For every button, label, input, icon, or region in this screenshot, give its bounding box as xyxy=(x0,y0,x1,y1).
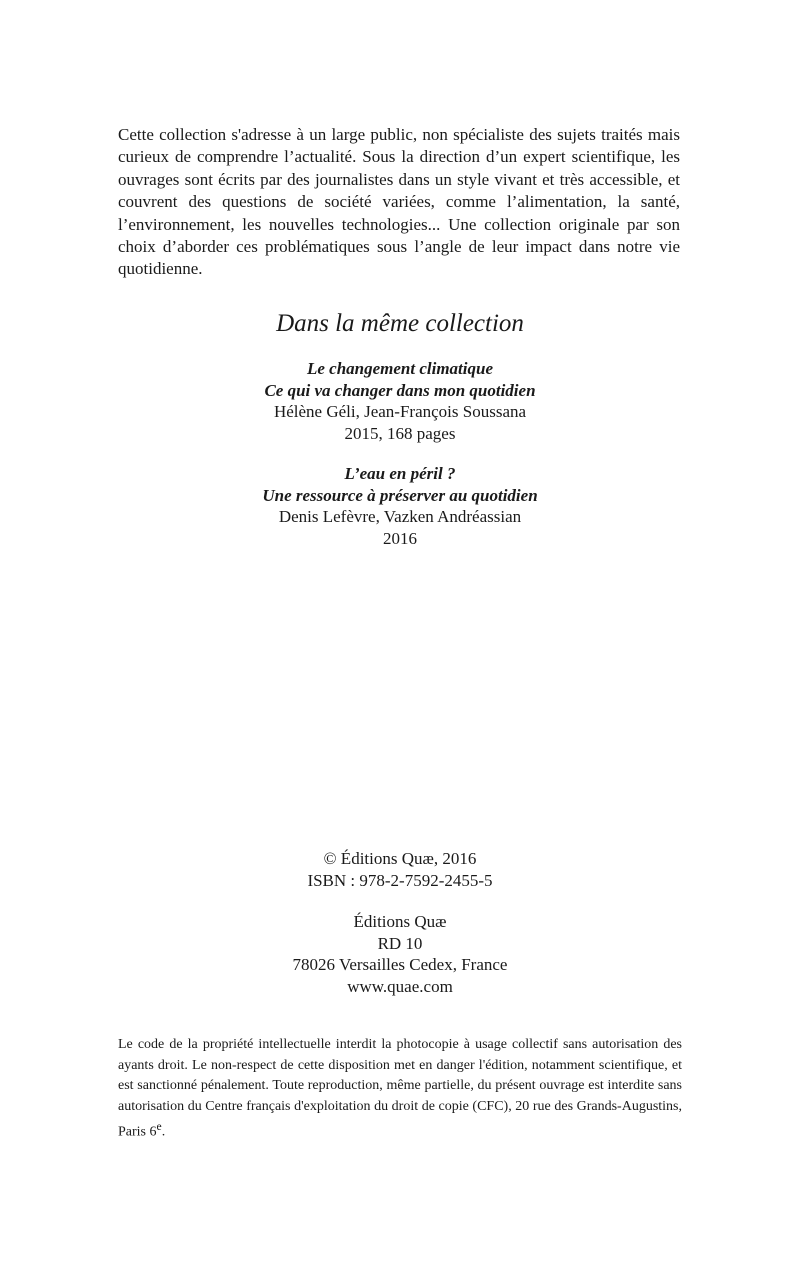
book-details: 2016 xyxy=(383,528,417,548)
copyright-block xyxy=(0,848,800,891)
book-title: Le changement climatique xyxy=(306,359,494,378)
legal-notice-superscript: e xyxy=(156,1120,162,1133)
publisher-website: www.quae.com xyxy=(347,976,453,996)
isbn: ISBN : 978-2-7592-2455-5 xyxy=(307,870,493,890)
book-authors: Hélène Géli, Jean-François Soussana xyxy=(273,402,527,421)
publisher-name: Éditions Quæ xyxy=(353,912,447,931)
book-subtitle: Une ressource à préserver au quotidien xyxy=(262,485,538,505)
book-details: 2015, 168 pages xyxy=(344,423,456,443)
legal-notice-end: . xyxy=(161,1124,166,1140)
collection-description: Cette collection s'adresse à un large public, non spécialiste des sujets traités mais curieux de comprendre l’actualité. Sous la direction d’un expert scientifique, les ouvrages sont écrits par des journalistes dans un style vivant et très accessible, et couvrent des questions de société variées, comme l’alimentation, la santé, l’environnement, les nouvelles technologies... Une collection originale par son choix d’aborder ces problématiques sous l’angle de leur impact dans notre vie quotidienne. xyxy=(118,125,680,279)
book-title: L’eau en péril ? xyxy=(344,464,456,483)
legal-notice-text: Le code de la propriété intellectuelle interdit la photocopie à usage collectif sans autorisation des ayants droit. Le non-respect de cette disposition met en danger l'édition, notamment scientifique, et est sanctionné pénalement. Toute reproduction, même partielle, du présent ouvrage est interdite sans autorisation du Centre français d'exploitation du droit de copie (CFC), 20 rue des Grands-Augustins, Paris 6 xyxy=(118,1037,682,1140)
book-entry xyxy=(0,463,800,549)
publisher-city: 78026 Versailles Cedex, France xyxy=(292,955,508,974)
copyright-line: © Éditions Quæ, 2016 xyxy=(323,849,477,868)
publisher-address xyxy=(0,911,800,997)
book-entry xyxy=(0,358,800,444)
book-authors: Denis Lefèvre, Vazken Andréassian xyxy=(278,507,522,526)
publisher-street: RD 10 xyxy=(377,933,423,953)
same-collection-heading: Dans la même collection xyxy=(276,310,524,337)
book-subtitle: Ce qui va changer dans mon quotidien xyxy=(264,380,536,400)
legal-notice xyxy=(118,1035,682,1143)
